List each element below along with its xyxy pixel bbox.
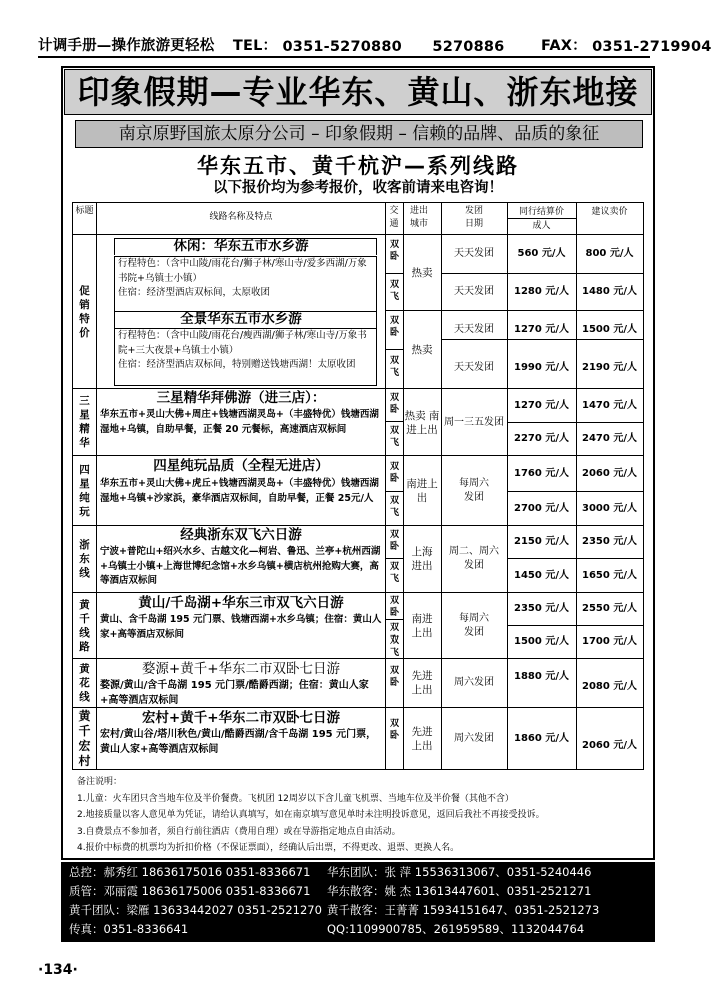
- category-label: 浙东线: [79, 539, 90, 579]
- peer-price: 1450 元/人: [514, 569, 569, 581]
- retail-price: 1700 元/人: [582, 636, 637, 647]
- hotel-text: 住宿：经济型酒店双标间，特别赠送钱塘西湖！太原收团: [118, 359, 356, 370]
- route-name: 四星纯玩品质（全程无进店）: [153, 458, 329, 474]
- subtitle: 南京原野国旅太原分公司 – 印象假期 – 信赖的品牌、品质的象征: [75, 120, 643, 148]
- category-zhedong: [73, 526, 96, 592]
- transport-value: 双卧: [389, 596, 399, 618]
- retail-price: 1650 元/人: [582, 569, 637, 581]
- departure-date: 天天发团: [454, 286, 494, 297]
- contact-panel: [61, 862, 655, 942]
- route-name: 黄山/千岛湖+华东三市双飞六日游: [138, 595, 344, 611]
- transport-value: 双飞: [389, 562, 399, 584]
- retail-price: 2350 元/人: [582, 536, 637, 547]
- transport-value: 双飞: [389, 496, 399, 518]
- contact-right: 华东团队：张 萍 15536313067、0351-5240446: [327, 865, 592, 879]
- fax-label: FAX：: [540, 38, 587, 54]
- tel-label: TEL：: [232, 38, 278, 54]
- main-title: 印象假期—专业华东、黄山、浙东地接: [64, 69, 652, 115]
- departure-date: 周六发团: [454, 677, 494, 688]
- itinerary-label: 行程特色：: [118, 258, 166, 269]
- category-label: 促销特价: [79, 284, 90, 339]
- transport-value: 双飞: [389, 356, 399, 378]
- remark-item: 3.自费景点不参加者，须自行前往酒店（费用自理）或在导游指定地点自由活动。: [77, 826, 401, 837]
- contact-row: [69, 920, 655, 939]
- transport-value: 双飞: [389, 280, 399, 302]
- contact-right: QQ:1109900785、261959589、1132044764: [327, 922, 585, 936]
- route-description: 婺源/黄山/含千岛湖 195 元门票/酷爵西湖；住宿：黄山人家+高等酒店双标间: [100, 680, 369, 706]
- peer-price: 1880 元/人: [514, 671, 569, 682]
- peer-price: 2270 元/人: [514, 433, 569, 444]
- route-description: 华东五市+灵山大佛+周庄+钱塘西湖灵岛+（丰盛特优）钱塘西湖湿地+乌镇，自助早餐，正餐 20 元餐标，高速酒店双标间: [100, 409, 379, 435]
- peer-price: 1860 元/人: [514, 732, 569, 744]
- header-bar: [38, 34, 712, 58]
- peer-price: 1280 元/人: [514, 286, 569, 297]
- retail-price: 800 元/人: [585, 248, 634, 259]
- tel-number-2: 5270886: [432, 39, 505, 55]
- transport-value: 双飞: [389, 636, 399, 657]
- route-name: 全景华东五市水乡游: [180, 311, 302, 327]
- transport-value: 双卧: [389, 393, 399, 415]
- route-description: [114, 256, 377, 312]
- retail-price: 2060 元/人: [582, 739, 637, 751]
- itinerary-text: （含中山陵/雨花台/狮子林/寒山寺/爱多西湖/万象书院+乌镇士小镇）: [118, 258, 367, 284]
- contact-left: 传真：0351-8336641: [69, 922, 189, 936]
- remark-item: 2.地接质量以客人意见单为凭证，请给认真填写，如在南京填写意见单时未注明投诉意见，返回后我社不再接受投诉。: [77, 810, 545, 820]
- retail-price: 1470 元/人: [582, 400, 637, 411]
- peer-price: 1760 元/人: [514, 468, 569, 479]
- transport-value: 双卧: [389, 530, 399, 552]
- departure-date: 周一三五发团: [444, 416, 504, 428]
- city-value: 南进上出: [411, 612, 433, 639]
- retail-price: 1500 元/人: [582, 324, 637, 335]
- city-value: 先进上出: [411, 670, 433, 696]
- retail-price: 2470 元/人: [582, 433, 637, 444]
- departure-date: 天天发团: [454, 248, 494, 259]
- header-slogan: 计调手册—操作旅游更轻松: [38, 38, 215, 54]
- peer-price: 1270 元/人: [514, 400, 569, 411]
- transport-value: 双卧: [389, 666, 399, 688]
- category-label: 黄花线: [79, 663, 90, 703]
- route-description: 宏村/黄山谷/塔川秋色/黄山/酷爵西湖/含千岛湖 195 元门票，黄山人家+高等酒店双标间: [100, 729, 377, 755]
- city-value: 热卖: [411, 343, 433, 356]
- contact-left: 质管：邓丽霞 18636175006 0351-8336671: [69, 884, 311, 898]
- peer-price: 1500 元/人: [514, 636, 569, 647]
- route-description: 宁波+普陀山+绍兴水乡、古越文化—柯岩、鲁迅、兰亭+杭州西湖+乌镇士小镇+上海世博纪念馆+水乡乌镇+横店杭州抢购大赛，高等酒店双标间: [100, 546, 381, 586]
- hotel-text: 住宿：经济型酒店双标间，太原收团: [118, 287, 271, 298]
- route-name: 婺源+黄千+华东二市双卧七日游: [141, 661, 341, 677]
- peer-price: 2150 元/人: [514, 536, 569, 547]
- tel-number-1: 0351-5270880: [282, 39, 402, 55]
- category-three-star: [73, 389, 96, 455]
- retail-price: 1480 元/人: [582, 286, 637, 297]
- col-header-city: 进出城市: [409, 206, 428, 229]
- retail-price: 2550 元/人: [582, 603, 637, 614]
- itinerary-label: 行程特色：: [118, 330, 166, 341]
- retail-price: 2080 元/人: [582, 681, 637, 692]
- contact-row: [69, 901, 655, 920]
- remark-item: 4.报价中标费的机票均为折扣价格（不保证票面），经确认后出票，不得更改、退票、更换人名。: [77, 843, 460, 853]
- fax-number: 0351-2719904: [592, 39, 712, 55]
- route-name: 三星精华拜佛游（进三店）：: [156, 390, 326, 406]
- category-label: 黄千线路: [79, 598, 90, 653]
- city-value: 先进上出: [411, 725, 433, 752]
- category-label: 四星纯玩: [79, 463, 90, 518]
- route-name: 休闲：华东五市水乡游: [173, 238, 309, 254]
- city-value: 热卖 南进上出: [404, 409, 440, 436]
- col-header-transport: 交通: [389, 206, 399, 229]
- transport-value: 双卧: [389, 316, 399, 338]
- departure-date: 每周六发团: [459, 612, 489, 638]
- peer-price: 2700 元/人: [514, 502, 569, 514]
- page-number: ·134·: [38, 962, 78, 978]
- category-label: 三星精华: [79, 395, 90, 449]
- retail-price: 2060 元/人: [582, 468, 637, 479]
- transport-value: 双卧: [389, 462, 399, 484]
- transport-value: 双卧: [389, 240, 399, 262]
- col-header-peer-price: 同行结算价: [518, 207, 564, 217]
- remark-item: 1.儿童：火车团只含当地车位及半价餐费。飞机团 12周岁以下含儿童飞机票、当地车位及半价餐（其他不含）: [77, 793, 514, 804]
- contact-row: [69, 882, 655, 901]
- departure-date: 每周六发团: [459, 478, 489, 503]
- itinerary-text: （含中山陵/雨花台/瘦西湖/狮子林/寒山寺/万象书院+三大夜景+乌镇士小镇）: [118, 330, 367, 356]
- city-value: 南进上出: [406, 478, 438, 504]
- route-price-table: [72, 202, 644, 770]
- departure-date: 周六发团: [454, 732, 494, 744]
- transport-value: 双飞: [389, 426, 399, 448]
- price-note: 以下报价均为参考报价，收客前请来电咨询！: [213, 180, 503, 196]
- route-name: 经典浙东双飞六日游: [180, 527, 302, 543]
- route-description: 黄山、含千岛湖 195 元门票、钱塘西湖+水乡乌镇；住宿：黄山人家+高等酒店双标间: [100, 614, 382, 640]
- contact-row: [69, 863, 655, 882]
- contact-right: 黄千散客：王菁菁 15934151647、0351-2521273: [327, 903, 600, 917]
- peer-price: 1270 元/人: [514, 324, 569, 335]
- city-value: 上海进出: [411, 546, 433, 572]
- transport-value: 双卧: [389, 719, 399, 741]
- remarks: [72, 772, 644, 859]
- retail-price: 3000 元/人: [582, 502, 637, 514]
- category-label: 黄千宏村: [78, 708, 91, 768]
- departure-date: 天天发团: [454, 362, 494, 373]
- remarks-title: 备注说明：: [77, 777, 123, 787]
- col-header-route: 线路名称及特点: [209, 212, 273, 222]
- col-header-peer-price-adult: 成人: [532, 221, 551, 231]
- category-huangqian: [73, 593, 96, 658]
- route-description: 华东五市+灵山大佛+虎丘+钱塘西湖灵岛+（丰盛特优）钱塘西湖湿地+乌镇+沙家浜，豪华酒店双标间，自助早餐，正餐 25元/人: [100, 478, 379, 504]
- departure-date: 天天发团: [454, 324, 494, 335]
- peer-price: 560 元/人: [517, 248, 566, 259]
- col-header-category: 标题: [75, 206, 94, 216]
- contact-left: 总控：郝秀红 18636175016 0351-8336671: [69, 865, 311, 879]
- category-promo: [73, 235, 96, 388]
- departure-date: 周二、周六发团: [449, 546, 499, 571]
- col-header-date: 发团日期: [464, 206, 483, 229]
- peer-price: 1990 元/人: [514, 362, 569, 373]
- route-name: 宏村+黄千+华东二市双卧七日游: [141, 710, 341, 726]
- category-huanghua: [73, 659, 96, 707]
- col-header-retail-price: 建议卖价: [591, 207, 628, 217]
- retail-price: 2190 元/人: [582, 362, 637, 373]
- contact-right: 华东散客：姚 杰 13613447601、0351-2521271: [327, 884, 592, 898]
- category-four-star: [73, 456, 96, 525]
- route-description: [114, 328, 377, 386]
- city-value: 热卖: [411, 267, 433, 279]
- category-hongcun: [73, 708, 96, 769]
- transport-value: 双: [389, 623, 399, 633]
- series-title: 华东五市、黄千杭沪—系列线路: [197, 154, 519, 178]
- peer-price: 2350 元/人: [514, 603, 569, 614]
- contact-left: 黄千团队：梁雁 13633442027 0351-2521270: [69, 903, 322, 917]
